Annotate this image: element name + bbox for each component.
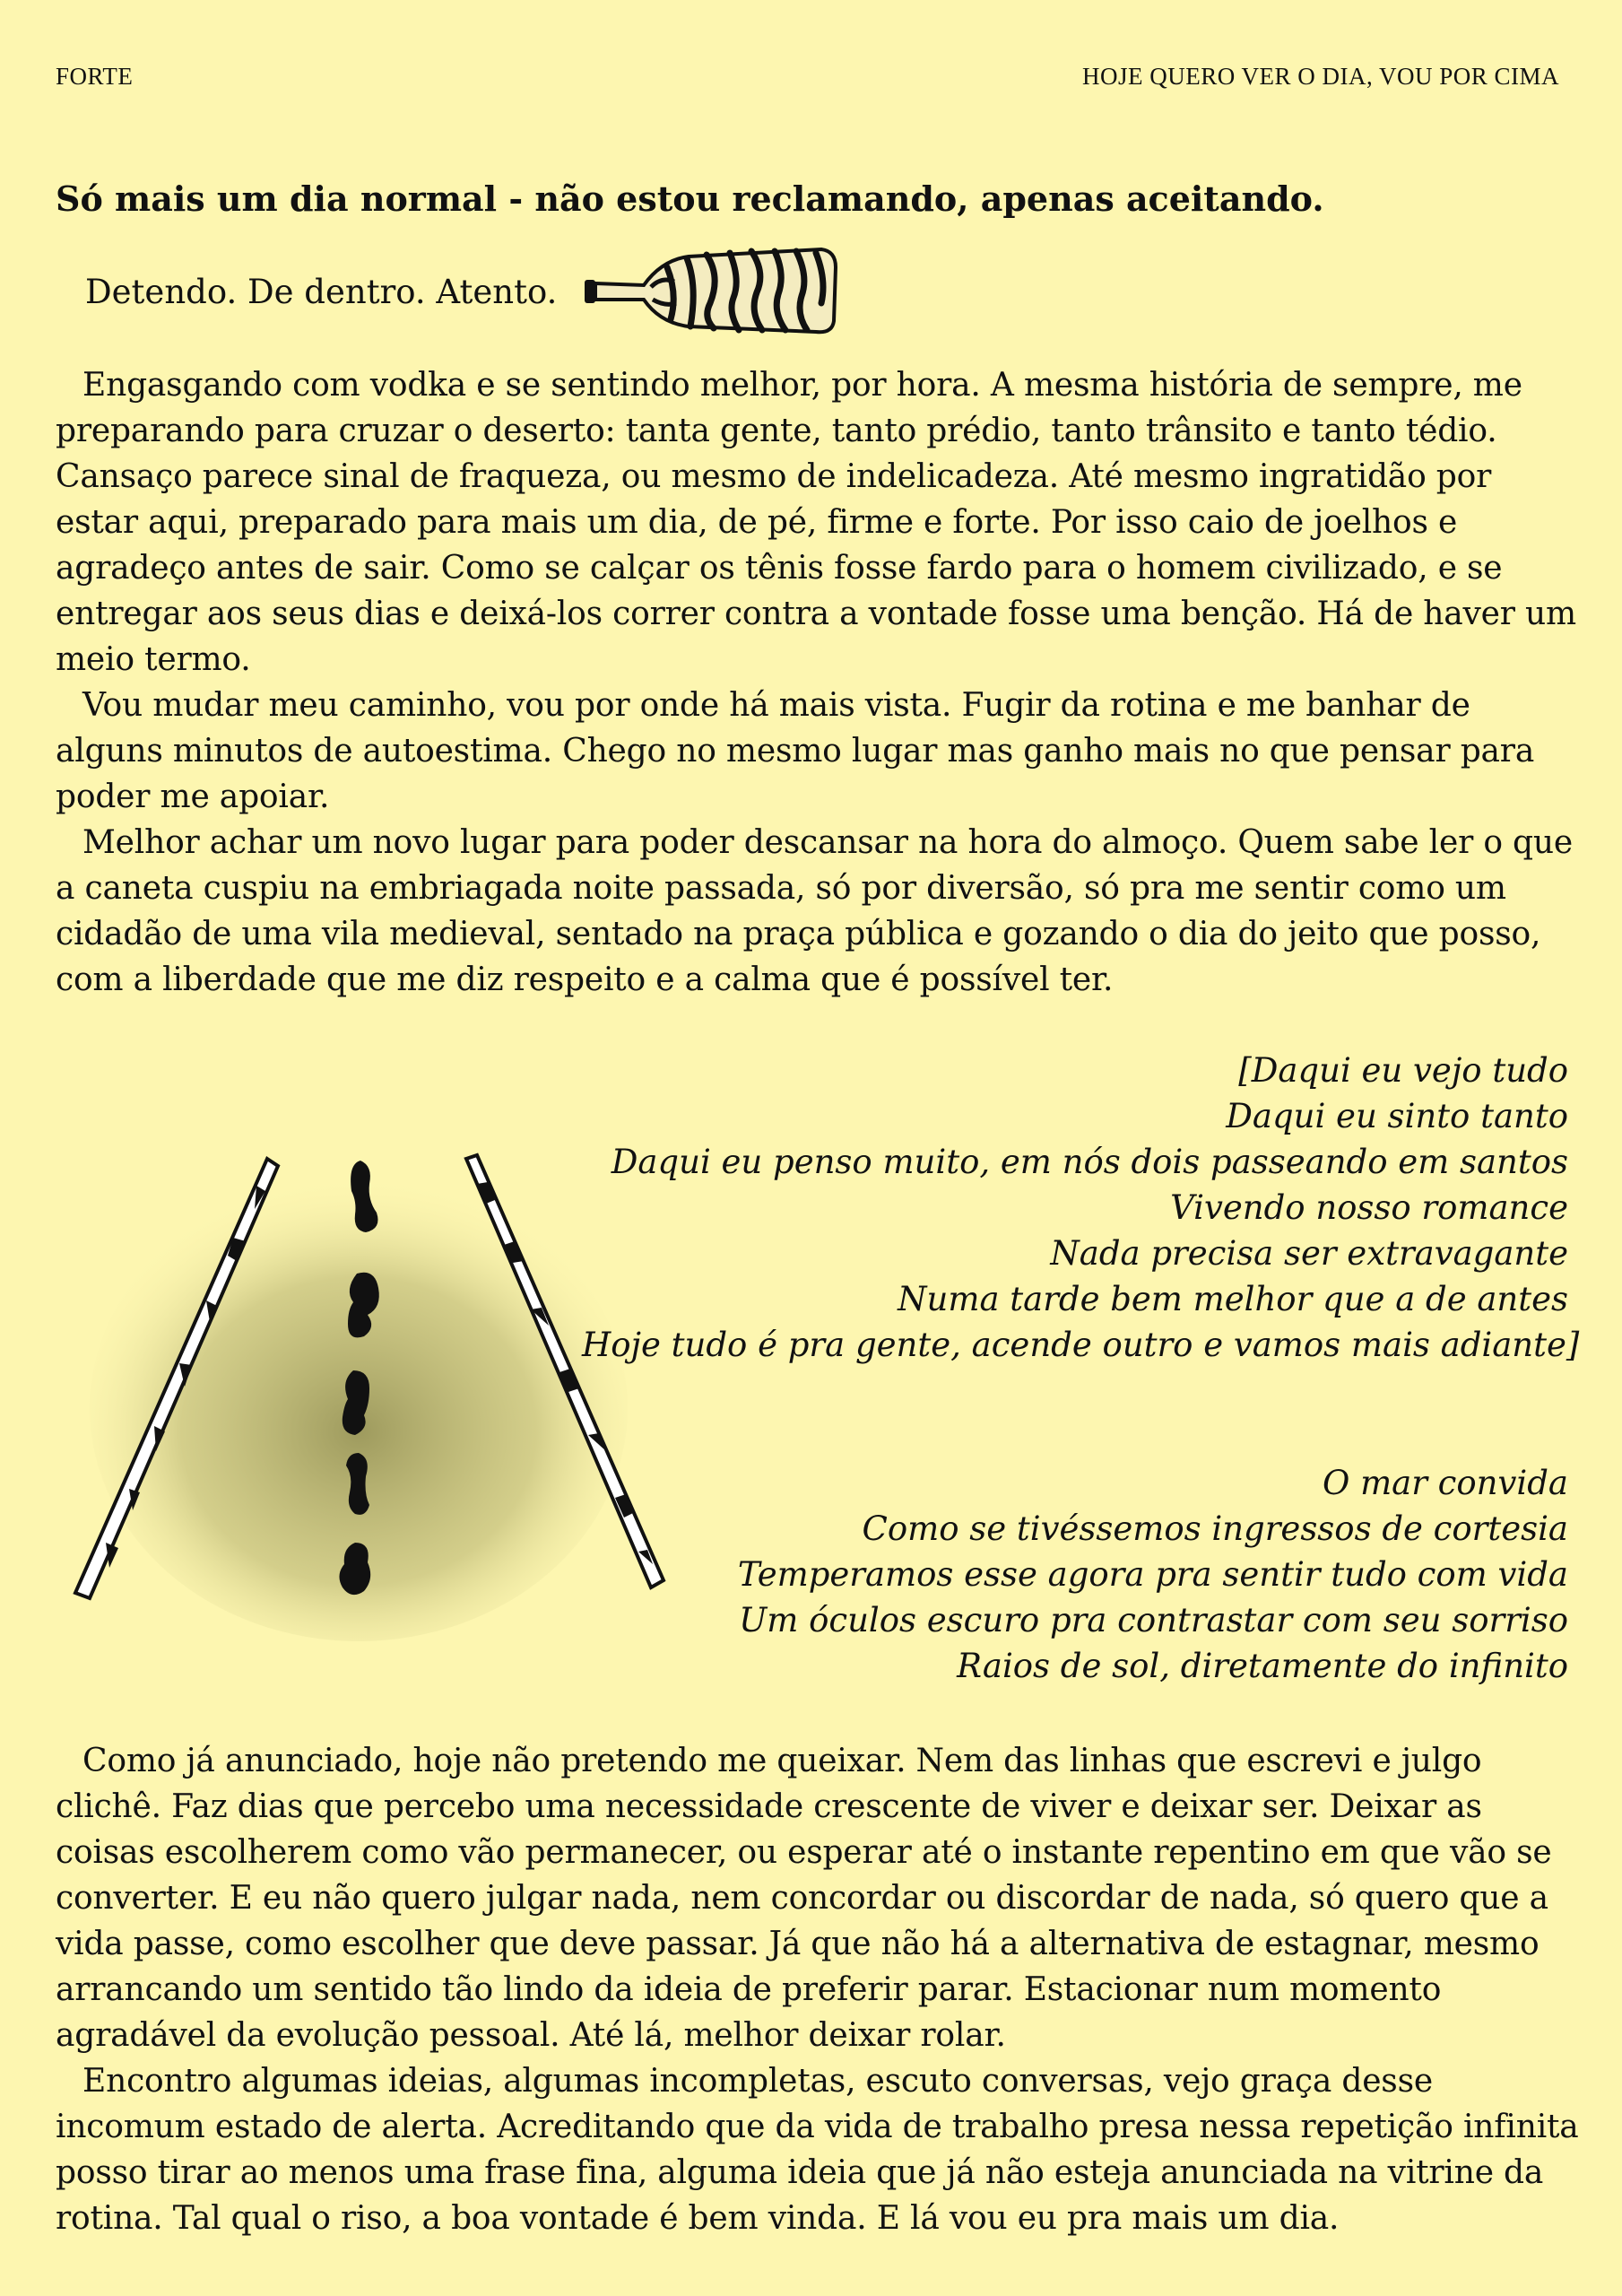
zebra-bottle-icon xyxy=(581,240,839,339)
poem-line: Numa tarde bem melhor que a de antes xyxy=(898,1280,1568,1318)
page-title: Só mais um dia normal - não estou reclamando, apenas aceitando. xyxy=(56,178,1324,219)
poem-line: Como se tivéssemos ingressos de cortesia xyxy=(862,1509,1568,1548)
poem-line: Temperamos esse agora pra sentir tudo com vida xyxy=(737,1555,1568,1594)
paragraph: Vou mudar meu caminho, vou por onde há mais vista. Fugir da rotina e me banhar de alguns minutos de autoestima. Chego no mesmo lugar mas ganho mais no que pensar para poder me apoiar. xyxy=(56,687,1535,815)
poem-line: Daqui eu sinto tanto xyxy=(1226,1097,1568,1135)
header-right: HOJE QUERO VER O DIA, VOU POR CIMA xyxy=(1081,63,1559,90)
poem-line: Raios de sol, diretamente do infinito xyxy=(957,1647,1568,1685)
body-text-top xyxy=(56,362,1580,1003)
poem-stanza-2 xyxy=(582,1460,1568,1689)
poem-line: Hoje tudo é pra gente, acende outro e vamos mais adiante] xyxy=(582,1326,1580,1364)
poem-line: Vivendo nosso romance xyxy=(1170,1188,1568,1227)
paragraph: Engasgando com vodka e se sentindo melhor, por hora. A mesma história de sempre, me preparando para cruzar o deserto: tanta gente, tanto prédio, tanto trânsito e tanto tédio. Cansaço parece sinal de fraqueza, ou mesmo de indelicadeza. Até mesmo ingratidão por estar aqui, preparado para mais um dia, de pé, firme e forte. Por isso caio de joelhos e agradeço antes de sair. Como se calçar os tênis fosse fardo para o homem civilizado, e se entregar aos seus dias e deixá-los correr contra a vontade fosse uma benção. Há de haver um meio termo. xyxy=(56,367,1576,678)
poem-line: Um óculos escuro pra contrastar com seu sorriso xyxy=(739,1601,1568,1639)
poem-line: [Daqui eu vejo tudo xyxy=(1238,1051,1568,1090)
poem-line: Nada precisa ser extravagante xyxy=(1050,1234,1568,1273)
poem-line: O mar convida xyxy=(1323,1464,1568,1502)
poem-stanza-1 xyxy=(582,1048,1580,1368)
poem-line: Daqui eu penso muito, em nós dois passeando em santos xyxy=(611,1143,1568,1181)
paragraph: Encontro algumas ideias, algumas incompletas, escuto conversas, vejo graça desse incomum estado de alerta. Acreditando que da vida de trabalho presa nessa repetição infinita posso tirar ao menos uma frase fina, alguma ideia que já não esteja anunciada na vitrine da rotina. Tal qual o riso, a boa vontade é bem vinda. E lá vou eu pra mais um dia. xyxy=(56,2063,1579,2237)
paragraph: Melhor achar um novo lugar para poder descansar na hora do almoço. Quem sabe ler o que a caneta cuspiu na embriagada noite passada, só por diversão, só pra me sentir como um cidadão de uma vila medieval, sentado na praça pública e gozando o dia do jeito que posso, com a liberdade que me diz respeito e a calma que é possível ter. xyxy=(56,824,1573,998)
body-text-bottom xyxy=(56,1738,1580,2241)
header-left: FORTE xyxy=(56,63,134,90)
intro-line: Detendo. De dentro. Atento. xyxy=(85,273,558,311)
paragraph: Como já anunciado, hoje não pretendo me queixar. Nem das linhas que escrevi e julgo clichê. Faz dias que percebo uma necessidade crescente de viver e deixar ser. Deixar as coisas escolherem como vão permanecer, ou esperar até o instante repentino em que vão se converter. E eu não quero julgar nada, nem concordar ou discordar de nada, só quero que a vida passe, como escolher que deve passar. Já que não há a alternativa de estagnar, mesmo arrancando um sentido tão lindo da ideia de preferir parar. Estacionar num momento agradável da evolução pessoal. Até lá, melhor deixar rolar. xyxy=(56,1743,1552,2054)
